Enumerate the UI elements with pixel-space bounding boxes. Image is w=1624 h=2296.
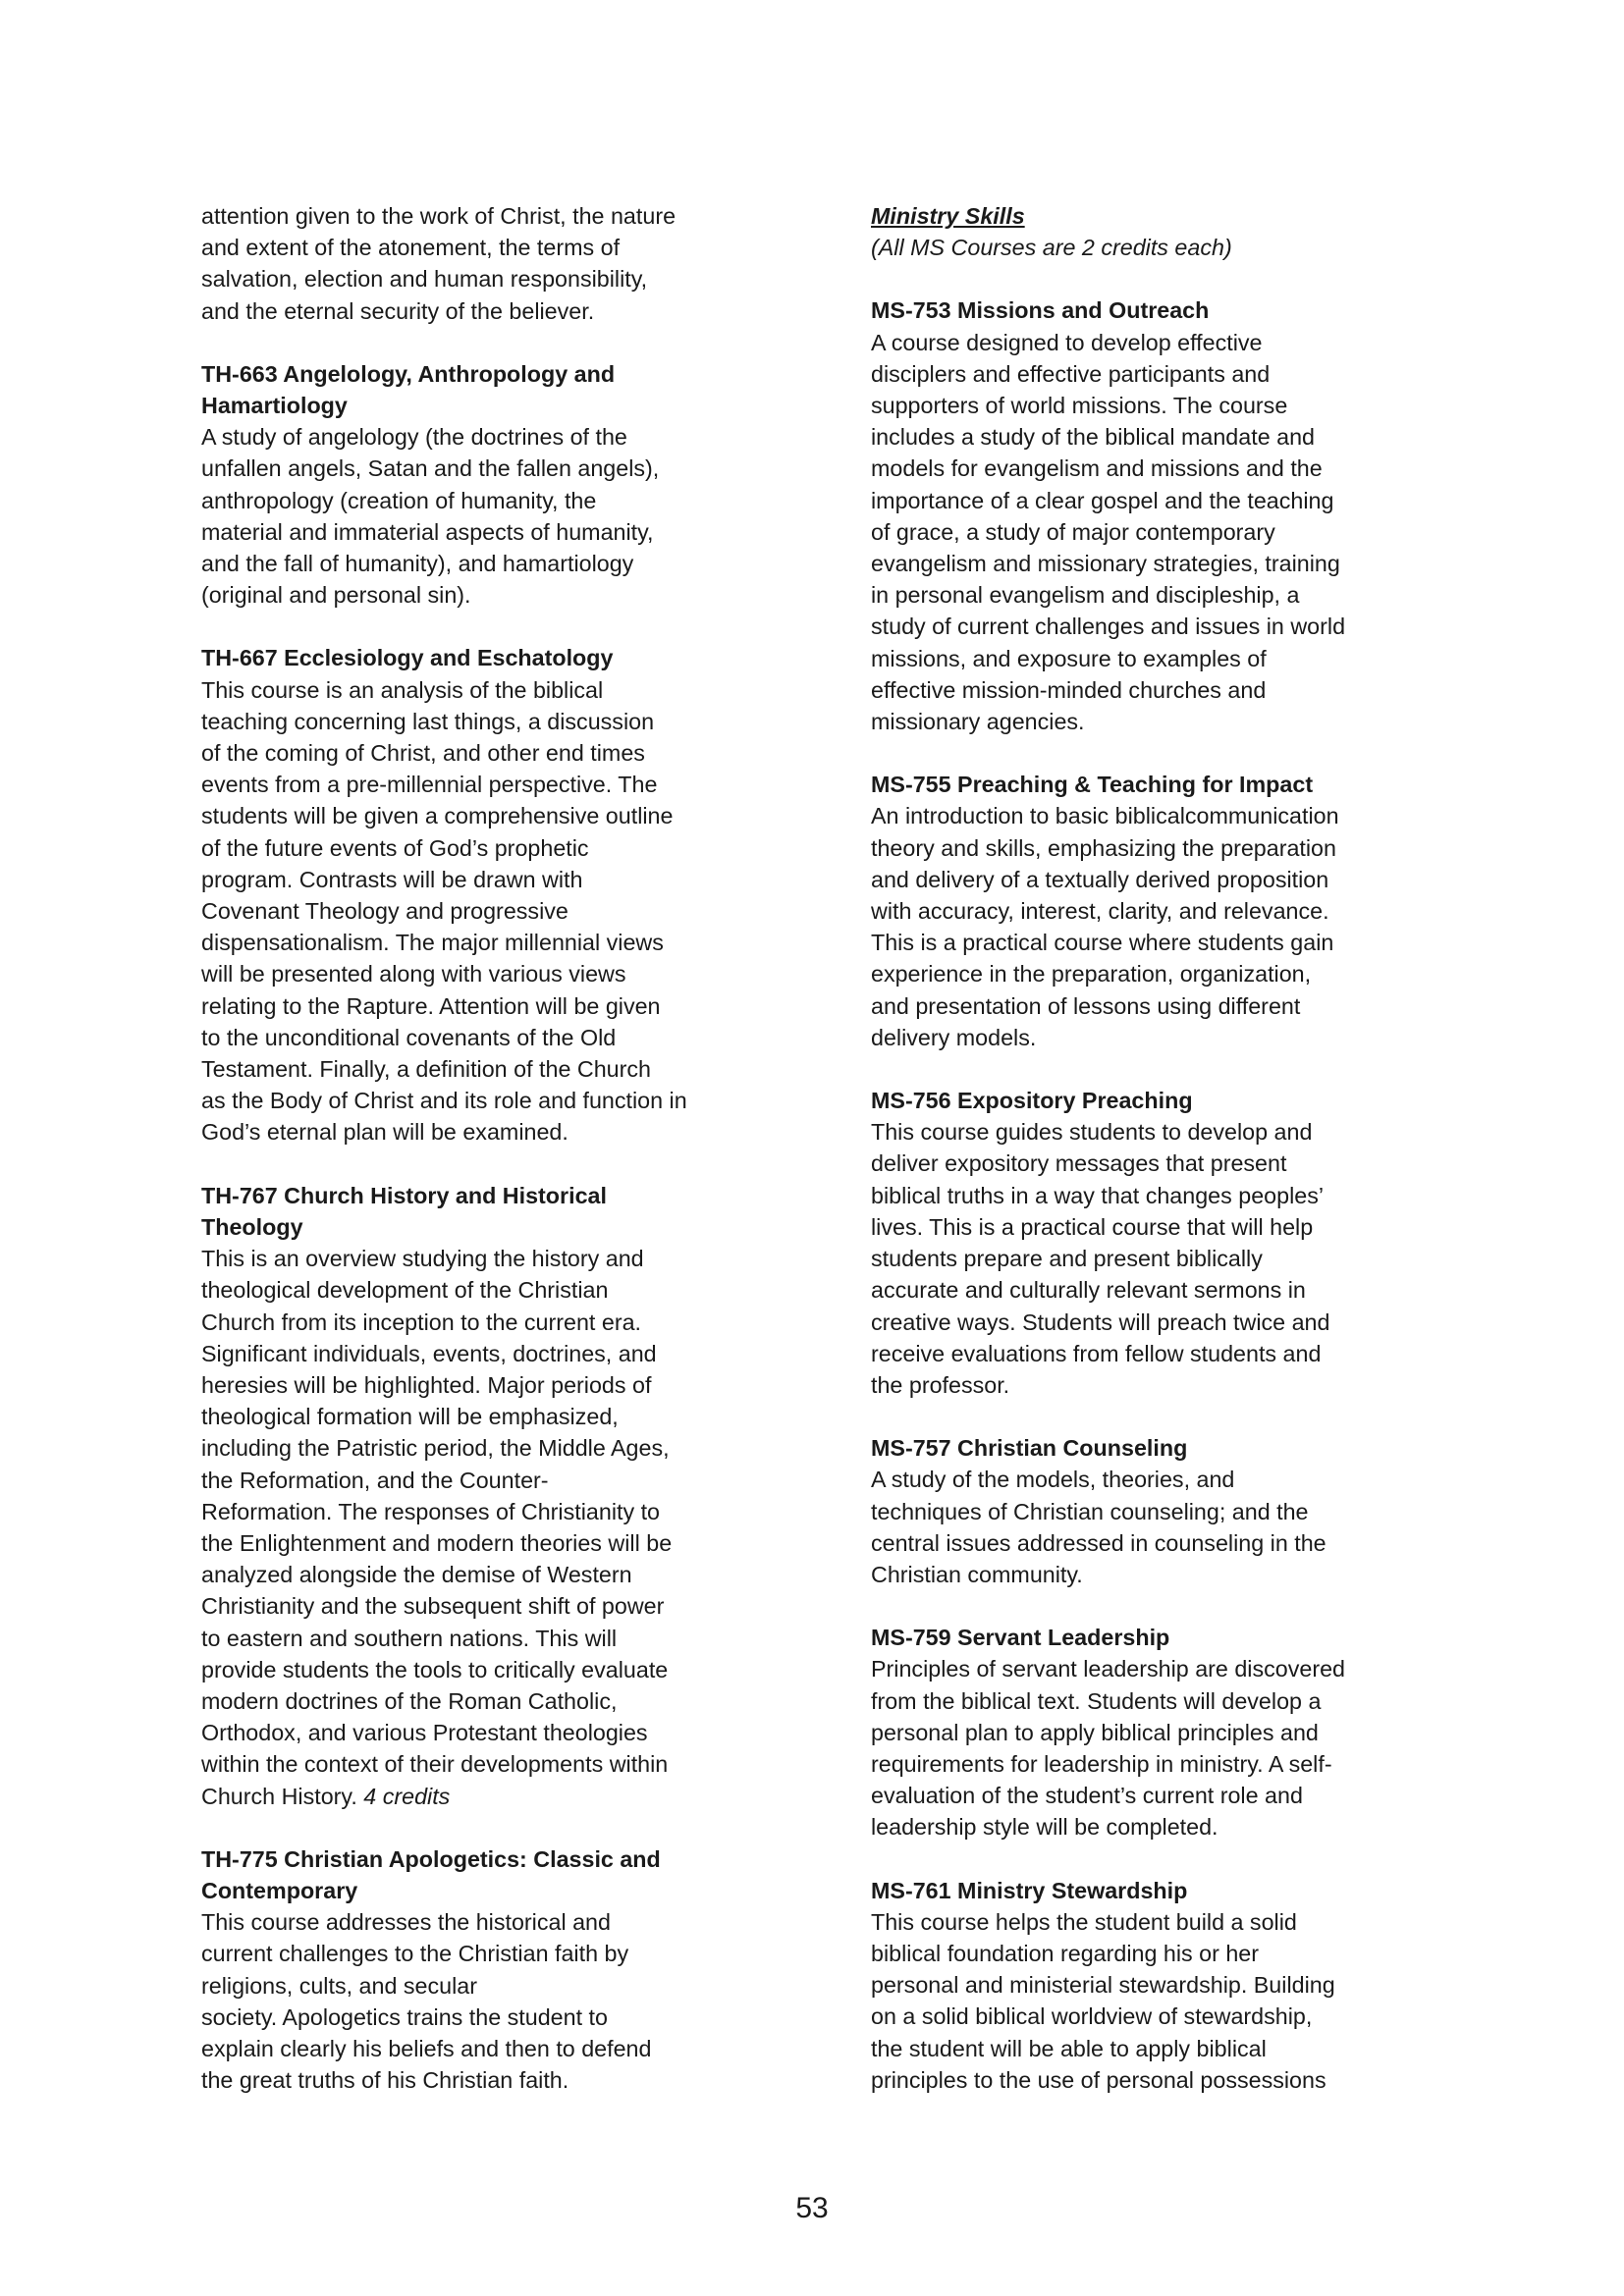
course-heading: Contemporary (201, 1877, 358, 1903)
body-line: This course is an analysis of the biblical (201, 676, 604, 703)
body-line: disciplers and effective participants and (871, 360, 1271, 387)
body-line: theological development of the Christian (201, 1277, 609, 1304)
body-line: study of current challenges and issues in world (871, 614, 1346, 640)
body-line: to eastern and southern nations. This will (201, 1625, 618, 1651)
body-line: Christian community. (871, 1561, 1083, 1587)
course-heading: MS-761 Ministry Stewardship (871, 1877, 1188, 1903)
body-line: creative ways. Students will preach twice and (871, 1308, 1330, 1335)
course-heading: TH-663 Angelology, Anthropology and (201, 360, 616, 387)
body-line-with-credits (201, 1781, 773, 1812)
body-line: biblical foundation regarding his or her (871, 1940, 1260, 1966)
body-line: religions, cults, and secular (201, 1972, 477, 1999)
course-th-667 (201, 642, 773, 1148)
body-line: experience in the preparation, organization, (871, 961, 1312, 988)
body-line: theological formation will be emphasized, (201, 1404, 619, 1430)
body-line: Significant individuals, events, doctrines, and (201, 1340, 657, 1366)
left-column (201, 200, 773, 2096)
body-line: supporters of world missions. The course (871, 393, 1288, 419)
body-line: anthropology (creation of humanity, the (201, 487, 597, 513)
body-line: A course designed to develop effective (871, 329, 1263, 355)
body-line: A study of angelology (the doctrines of the (201, 424, 627, 451)
body-line: the student will be able to apply biblical (871, 2035, 1267, 2061)
body-line: program. Contrasts will be drawn with (201, 866, 583, 892)
course-th-775 (201, 1843, 773, 2097)
body-line: effective mission-minded churches and (871, 676, 1267, 703)
body-line: material and immaterial aspects of humanity, (201, 518, 654, 545)
body-line: deliver expository messages that present (871, 1150, 1287, 1177)
body-line: Reformation. The responses of Christianity to (201, 1498, 661, 1524)
body-line: Testament. Finally, a definition of the Church (201, 1056, 651, 1083)
body-line: evaluation of the student’s current role and (871, 1783, 1303, 1809)
body-line: receive evaluations from fellow students and (871, 1340, 1322, 1366)
body-line: the great truths of his Christian faith. (201, 2067, 569, 2094)
body-line: models for evangelism and missions and the (871, 455, 1323, 482)
body-line: lives. This is a practical course that will help (871, 1213, 1314, 1240)
body-line: modern doctrines of the Roman Catholic, (201, 1687, 618, 1714)
body-line: explain clearly his beliefs and then to defend (201, 2035, 652, 2061)
body-line: missionary agencies. (871, 709, 1085, 735)
body-line: personal and ministerial stewardship. Building (871, 1972, 1335, 1999)
body-line: Orthodox, and various Protestant theologies (201, 1720, 648, 1746)
body-line: central issues addressed in counseling in the (871, 1529, 1326, 1556)
course-heading: TH-667 Ecclesiology and Eschatology (201, 645, 614, 671)
body-line: An introduction to basic biblicalcommunication (871, 803, 1339, 829)
body-line: as the Body of Christ and its role and function in (201, 1088, 687, 1114)
course-heading: Hamartiology (201, 393, 348, 419)
body-line: This is an overview studying the history and (201, 1246, 644, 1272)
course-heading: MS-755 Preaching & Teaching for Impact (871, 772, 1314, 798)
body-line: unfallen angels, Satan and the fallen angels), (201, 455, 660, 482)
body-text: Church History. (201, 1783, 364, 1809)
body-line: current challenges to the Christian faith by (201, 1941, 629, 1967)
body-line: and extent of the atonement, the terms of (201, 235, 621, 261)
course-ms-757 (871, 1432, 1442, 1590)
course-ms-761 (871, 1875, 1442, 2096)
body-line: of the coming of Christ, and other end times (201, 740, 645, 767)
body-line: the professor. (871, 1371, 1010, 1398)
body-line: attention given to the work of Christ, the nature (201, 203, 677, 229)
course-ms-753 (871, 294, 1442, 737)
body-line: including the Patristic period, the Middle Ages, (201, 1435, 670, 1462)
body-line: missions, and exposure to examples of (871, 645, 1267, 671)
course-th-663 (201, 358, 773, 612)
body-line: (original and personal sin). (201, 582, 471, 609)
body-line: analyzed alongside the demise of Western (201, 1562, 632, 1588)
body-line: delivery models. (871, 1024, 1037, 1050)
body-line: the Reformation, and the Counter- (201, 1467, 549, 1493)
page-number: 53 (795, 2192, 829, 2224)
body-line: God’s eternal plan will be examined. (201, 1119, 568, 1146)
body-line: and presentation of lessons using different (871, 992, 1301, 1019)
course-heading: MS-753 Missions and Outreach (871, 297, 1210, 324)
course-heading: MS-757 Christian Counseling (871, 1435, 1188, 1462)
course-heading: MS-759 Servant Leadership (871, 1625, 1170, 1651)
body-line: This is a practical course where students gain (871, 930, 1334, 956)
body-line: on a solid biblical worldview of stewardship, (871, 2003, 1313, 2030)
course-ms-756 (871, 1085, 1442, 1401)
body-line: This course addresses the historical and (201, 1909, 611, 1936)
body-line: techniques of Christian counseling; and the (871, 1498, 1309, 1524)
credits-note: 4 credits (363, 1783, 451, 1809)
body-line: includes a study of the biblical mandate and (871, 424, 1315, 451)
body-line: with accuracy, interest, clarity, and relevance. (871, 898, 1329, 925)
body-line: requirements for leadership in ministry. A self- (871, 1750, 1332, 1777)
body-line: leadership style will be completed. (871, 1814, 1218, 1841)
course-heading: TH-775 Christian Apologetics: Classic and (201, 1845, 661, 1872)
body-line: evangelism and missionary strategies, training (871, 551, 1340, 577)
body-line: society. Apologetics trains the student to (201, 2003, 608, 2030)
body-line: the Enlightenment and modern theories will be (201, 1529, 673, 1556)
body-line: This course helps the student build a solid (871, 1908, 1297, 1935)
body-line: accurate and culturally relevant sermons in (871, 1277, 1306, 1304)
body-line: dispensationalism. The major millennial views (201, 930, 664, 956)
section-note: (All MS Courses are 2 credits each) (871, 235, 1232, 261)
body-line: of the future events of God’s prophetic (201, 834, 589, 861)
section-header-ministry-skills (871, 200, 1442, 263)
course-heading: TH-767 Church History and Historical (201, 1182, 607, 1208)
body-line: A study of the models, theories, and (871, 1467, 1235, 1493)
body-line: biblical truths in a way that changes peoples’ (871, 1182, 1325, 1208)
body-line: Church from its inception to the current era. (201, 1308, 642, 1335)
course-heading: MS-756 Expository Preaching (871, 1088, 1193, 1114)
body-line: importance of a clear gospel and the teaching (871, 487, 1334, 513)
body-line: Covenant Theology and progressive (201, 898, 568, 925)
body-line: theory and skills, emphasizing the preparation (871, 834, 1336, 861)
body-line: and the eternal security of the believer. (201, 297, 595, 324)
course-ms-759 (871, 1622, 1442, 1842)
body-line: in personal evangelism and discipleship, a (871, 582, 1300, 609)
body-line: personal plan to apply biblical principles and (871, 1719, 1319, 1745)
body-line: and delivery of a textually derived proposition (871, 866, 1329, 892)
body-line: will be presented along with various views (201, 961, 626, 988)
course-ms-755 (871, 769, 1442, 1053)
body-line: Christianity and the subsequent shift of power (201, 1593, 665, 1620)
body-line: teaching concerning last things, a discussion (201, 708, 655, 734)
body-line: to the unconditional covenants of the Old (201, 1024, 617, 1050)
body-line: within the context of their developments within (201, 1751, 669, 1778)
body-line: provide students the tools to critically evaluate (201, 1656, 669, 1682)
body-line: principles to the use of personal possessions (871, 2066, 1326, 2093)
body-line: relating to the Rapture. Attention will be given (201, 992, 661, 1019)
body-line: Principles of servant leadership are discovered (871, 1656, 1346, 1682)
section-title: Ministry Skills (871, 203, 1025, 229)
body-line: students prepare and present biblically (871, 1246, 1263, 1272)
body-line: heresies will be highlighted. Major periods of (201, 1371, 652, 1398)
course-heading: Theology (201, 1213, 303, 1240)
intro-continuation (201, 200, 773, 327)
body-line: of grace, a study of major contemporary (871, 518, 1275, 545)
body-line: This course guides students to develop and (871, 1119, 1313, 1146)
body-line: events from a pre-millennial perspective. The (201, 772, 658, 798)
body-line: and the fall of humanity), and hamartiology (201, 551, 634, 577)
course-th-767 (201, 1180, 773, 1812)
body-line: from the biblical text. Students will develop a (871, 1687, 1322, 1714)
right-column (871, 200, 1442, 2096)
body-line: salvation, election and human responsibility, (201, 266, 648, 293)
body-line: students will be given a comprehensive outline (201, 803, 674, 829)
